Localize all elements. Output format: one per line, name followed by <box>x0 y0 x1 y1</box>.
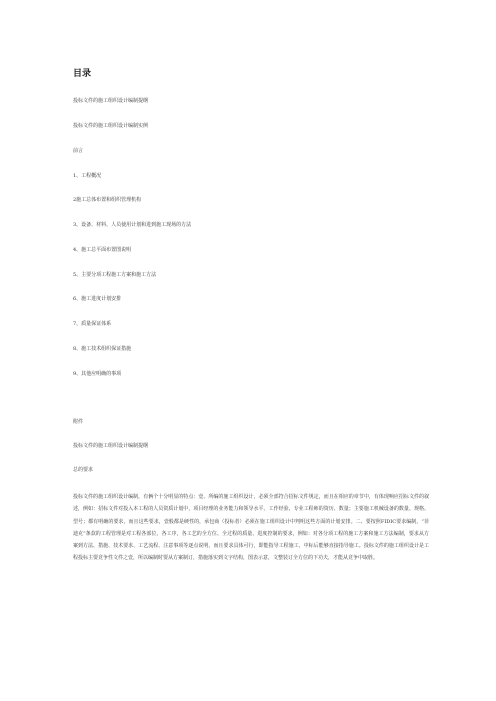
toc-item: 投标文件的施工组织设计编制提纲 <box>73 98 149 104</box>
toc-item: 前言 <box>73 148 84 154</box>
toc-item: 3、设备、材料、人员使用计划和进到施工现场的方法 <box>73 222 192 228</box>
toc-item: 2施工总体布置和组织管理机构 <box>73 197 142 203</box>
appendix-label: 附件 <box>73 419 84 425</box>
section-subheading: 总的要求 <box>73 467 94 473</box>
toc-item: 投标文件的施工组织设计编制实例 <box>73 123 149 129</box>
appendix-heading: 投标文件的施工组织设计编制提纲 <box>73 443 149 449</box>
toc-item: 5、主要分项工程施工方案和施工方法 <box>73 272 157 278</box>
toc-item: 9、其他应明确的事项 <box>73 371 122 377</box>
toc-item: 4、施工总平面布置图说明 <box>73 247 132 253</box>
toc-title: 目录 <box>73 69 92 79</box>
toc-item: 8、施工技术组织保证措施 <box>73 346 132 352</box>
toc-item: 6、施工进度计划安排 <box>73 296 122 302</box>
toc-item: 1、工程概况 <box>73 173 102 179</box>
body-paragraph: 投标文件的施工组织设计编制，有俩个十分明显的特点：壹、所编的施工组织设计，必须全部符合招标文件规定，而且在相应的章节中，有体现响应招标文件的叙述，例如：招标文件对投入本工程的人员资质计划中，项目经理的业务能力和领导水平、工作经验、专业工程师的资历、数量；主要施工机械设备的数量、规格、型号；都有明确的要求，而且这些要求，壹般都是硬性的，承包商（投标者）必须在施工组织设计中判明这些方面的计划安排。二、要按照FIDIC要求编制，“菲迪克”条款的工程管理是对工程各部位，各工序，各工艺的全方位、全过程的质量、进度控制的要求，例如：对各分项工程的施工方案和施工方法编制，要求从方案到方法、措施、技术要求、工艺流程、注意事项等逐点说明，而且要求具体可行，即能指导工程施工，中标后能够直接指导施工。投标文件的施工组织设计是工程投标主要竞争性文件之壹，所以编制时要从方案制订，措施落实到文字结构，图表示意，文整装订全方位的下功夫，才能从竞争中取胜。 <box>73 494 429 562</box>
toc-item: 7、质量保证体系 <box>73 321 112 327</box>
